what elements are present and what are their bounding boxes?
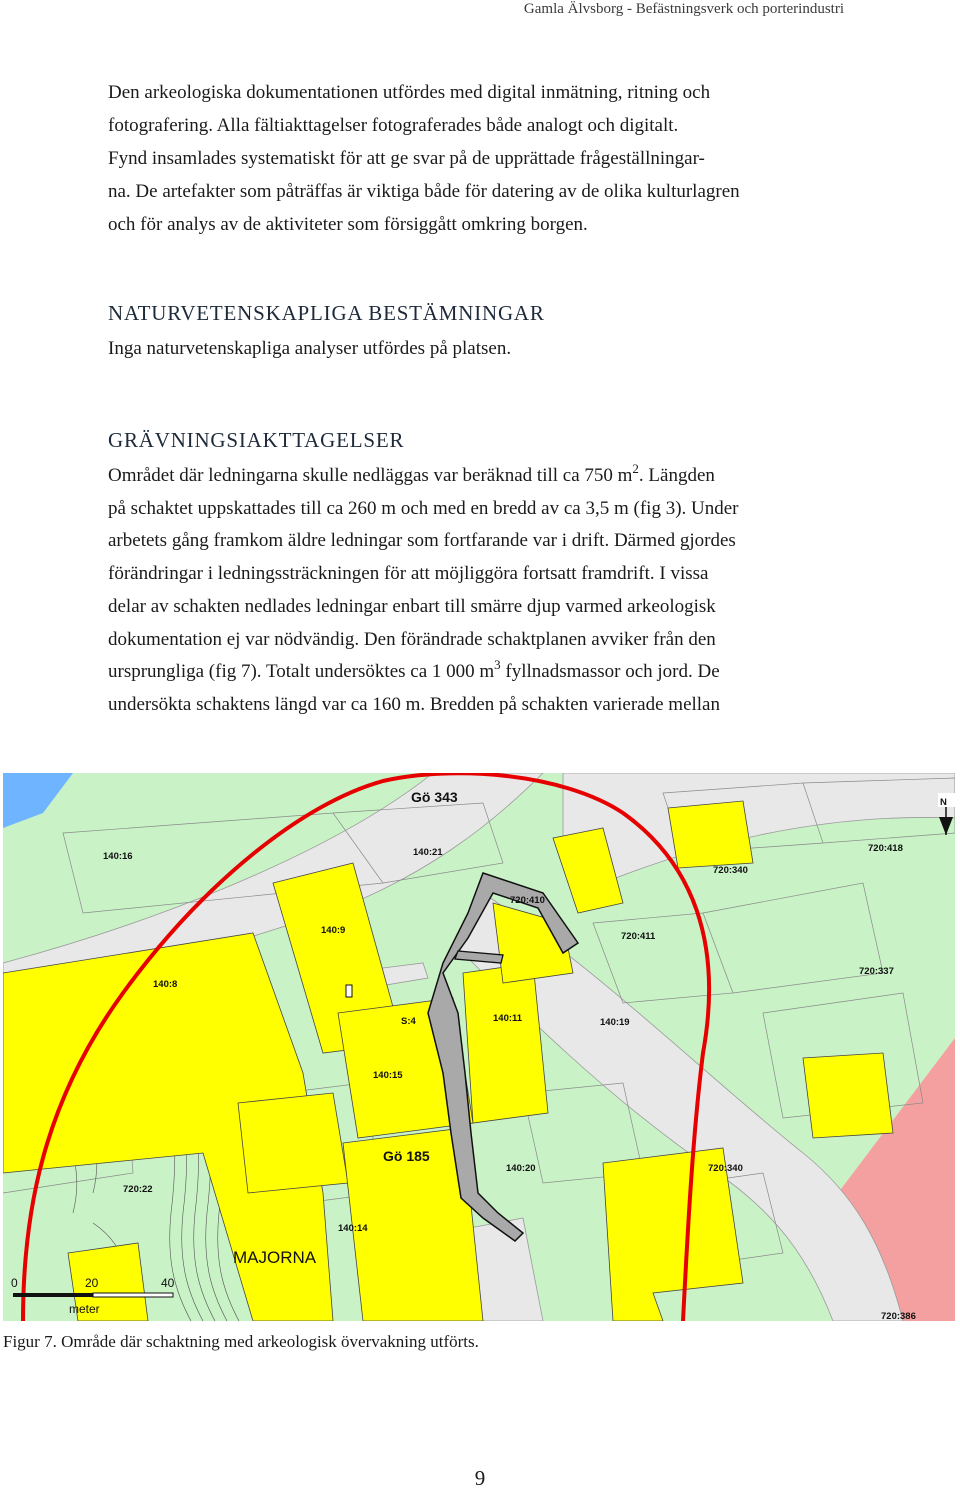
running-title: Gamla Älvsborg - Befästningsverk och porterindustri <box>523 1 844 17</box>
intro-line: fotografering. Alla fältiakttagelser fotograferades både analogt och digitalt. <box>108 115 679 136</box>
label-140-16: 140:16 <box>103 851 133 862</box>
label-140-20: 140:20 <box>506 1163 536 1174</box>
excavation-line-6: dokumentation ej var nödvändig. Den förändrade schaktplanen avviker från den <box>108 628 716 650</box>
label-go-343: Gö 343 <box>411 789 458 805</box>
label-140-21: 140:21 <box>413 847 443 858</box>
excavation-line-7 <box>108 656 848 689</box>
building-140-15-annex <box>238 1093 348 1193</box>
scale-tick-40: 40 <box>161 1276 175 1290</box>
excavation-text <box>108 460 848 722</box>
excavation-line-7-text: ursprungliga (fig 7). Totalt undersöktes ca 1 000 m <box>108 661 495 683</box>
place-name-majorna: MAJORNA <box>233 1248 317 1267</box>
excavation-line-2: på schaktet uppskattades till ca 260 m och med en bredd av ca 3,5 m (fig 3). Under <box>108 497 739 519</box>
figure-caption: Figur 7. Område där schaktning med arkeologisk övervakning utförts. <box>3 1332 479 1351</box>
excavation-line-5: delar av schakten nedlades ledningar enbart till smärre djup varmed arkeologisk <box>108 595 716 617</box>
natural-sciences-heading: NATURVETENSKAPLIGA BESTÄMNINGAR <box>108 301 545 325</box>
label-720-22: 720:22 <box>123 1184 153 1195</box>
label-720-410: 720:410 <box>510 895 545 906</box>
excavation-heading: GRÄVNINGSIAKTTAGELSER <box>108 428 405 452</box>
superscript: 3 <box>494 657 501 673</box>
scale-unit: meter <box>69 1302 100 1316</box>
excavation-line-3: arbetets gång framkom äldre ledningar som fortfarande var i drift. Därmed gjordes <box>108 530 736 552</box>
building-720-418 <box>668 801 753 868</box>
intro-line: Den arkeologiska dokumentationen utfördes med digital inmätning, ritning och <box>108 82 711 103</box>
scale-tick-20: 20 <box>85 1276 99 1290</box>
intro-line: Fynd insamlades systematiskt för att ge svar på de upprättade frågeställningar- <box>108 148 705 169</box>
label-140-14: 140:14 <box>338 1223 368 1234</box>
scale-tick-0: 0 <box>11 1276 18 1290</box>
label-go-185: Gö 185 <box>383 1148 430 1164</box>
label-720-340-north: 720:340 <box>713 865 748 876</box>
running-header <box>0 0 960 22</box>
natural-sciences-text <box>108 333 848 366</box>
site-map-svg <box>3 773 955 1321</box>
label-720-337: 720:337 <box>859 966 894 977</box>
label-140-9: 140:9 <box>321 925 346 936</box>
superscript: 2 <box>632 461 639 476</box>
intro-paragraph <box>108 76 838 241</box>
building-720-337 <box>803 1053 893 1138</box>
label-140-15: 140:15 <box>373 1070 403 1081</box>
label-s-4: S:4 <box>401 1016 416 1027</box>
excavation-line-7-end: fyllnadsmassor och jord. De <box>500 661 720 683</box>
label-720-340-south: 720:340 <box>708 1163 743 1174</box>
excavation-line-8: undersökta schaktens längd var ca 160 m. Bredden på schakten varierade mellan <box>108 693 720 715</box>
site-map <box>3 773 955 1321</box>
label-720-386: 720:386 <box>881 1311 916 1321</box>
page-number: 9 <box>474 1466 486 1490</box>
label-140-8: 140:8 <box>153 979 178 990</box>
label-140-11: 140:11 <box>493 1013 523 1024</box>
building-140-11 <box>463 963 548 1123</box>
label-720-411: 720:411 <box>621 931 656 942</box>
north-label: N <box>940 797 947 808</box>
excavation-line-4: förändringar i ledningssträckningen för att möjliggöra fortsatt framdrift. I vissa <box>108 563 709 585</box>
excavation-line-1 <box>108 460 848 493</box>
excavation-line-1-text: Området där ledningarna skulle nedläggas var beräknad till ca 750 m <box>108 465 633 486</box>
label-140-19: 140:19 <box>600 1017 630 1028</box>
natural-sciences-line: Inga naturvetenskapliga analyser utfördes på platsen. <box>108 338 512 359</box>
intro-line: na. De artefakter som påträffas är viktiga både för datering av de olika kulturlagren <box>108 181 740 202</box>
excavation-line-1-end: . Längden <box>638 465 715 486</box>
intro-line: och för analys av de aktiviteter som försiggått omkring borgen. <box>108 214 588 235</box>
trench-marker <box>346 985 352 997</box>
label-720-418: 720:418 <box>868 843 903 854</box>
